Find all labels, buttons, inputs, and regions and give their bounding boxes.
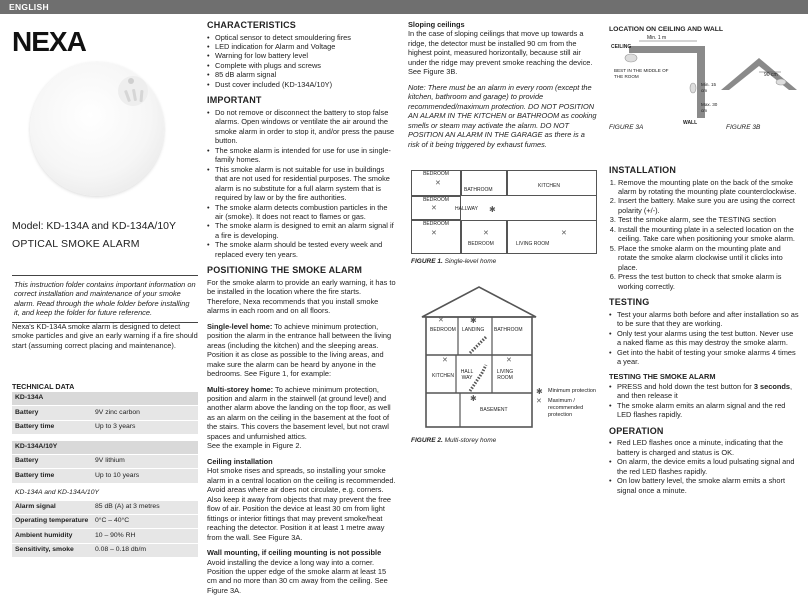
single-level-label: Single-level home: xyxy=(207,321,273,331)
note-text: Note: There must be an alarm in every room (except the kitchen, bathroom and garage) to provide recommended/maximum protection. DO NOT POSITION AN ALARM IN THE KITCHEN or BATHROOM as cooking smells or steam may activate the alarm. DO NOT POSITION AN ALARM IN THE GARAGE as there is a risk of it being triggered by exhaust fumes. xyxy=(408,82,597,149)
list-item: • On low battery level, the smoke alarm emits a short signal once a minute. xyxy=(609,476,799,495)
group1-name: KD-134A xyxy=(12,392,198,406)
testing-list xyxy=(609,310,799,367)
ceiling-title: Ceiling installation xyxy=(207,456,273,466)
max-protection-icon: ✕ xyxy=(506,357,512,364)
td-key: Battery xyxy=(12,455,92,469)
room-label: HALLWAY xyxy=(455,206,478,212)
caption-text: Single-level home xyxy=(444,258,497,265)
list-item: 6. Press the test button to check that smoke alarm is working correctly. xyxy=(618,272,799,291)
figure-3-diagram xyxy=(609,36,799,126)
list-item xyxy=(609,382,799,401)
td-key: Battery time xyxy=(12,420,92,434)
td-key: Alarm signal xyxy=(12,500,92,514)
sloping-text: In the case of sloping ceilings that move up towards a ridge, the detector must be installed 90 cm from the highest point, measured horizontally, because still air under the ridge may prevent smoke reaching the device. See Figure 3B. xyxy=(408,29,593,77)
item-bold: 3 seconds xyxy=(753,381,790,391)
installation-steps xyxy=(609,178,799,292)
single-level-text: To achieve minimum protection, position the alarm in the entrance hall between the living areas (including the kitchen) and the sleeping areas. Position it as close as possible to the living areas, and make sure the alarm can be heard by anyone in the bedrooms. See Figure 1, for example: xyxy=(207,321,392,379)
testing-title: TESTING xyxy=(609,297,650,308)
intro-text: Nexa's KD-134A smoke alarm is designed to detect smoke particles and give an early warning if a fire should start (assuming correct placing and maintenance). xyxy=(12,322,198,350)
multi-storey-label: Multi-storey home: xyxy=(207,384,274,394)
td-value: 0.08 – 0.18 db/m xyxy=(92,543,198,557)
technical-data-title: TECHNICAL DATA xyxy=(12,382,75,391)
important-list xyxy=(207,108,397,260)
min-protection-icon: ✱ xyxy=(470,394,477,403)
legend-min-label: Minimum protection xyxy=(548,388,596,394)
testing-alarm-list xyxy=(609,382,799,420)
figure-3b-caption: FIGURE 3B xyxy=(726,124,761,131)
figure-2-legend xyxy=(536,388,606,419)
led-icon xyxy=(128,78,134,84)
multi-storey-text: To achieve minimum protection, position and alarm in the stairwell (at ground level) and another alarm above the landing on the top floor, as well as an alarm on the ceiling in the basement at the foot of the stairs. This covers the basement level, but not crawl spaces and unfurnished attics. xyxy=(207,384,391,441)
min-protection-icon: ✱ xyxy=(470,316,477,325)
list-item: 4. Install the mounting plate in a selected location on the ceiling. Take care when positioning your smoke alarm. xyxy=(618,225,799,244)
room-label: KITCHEN xyxy=(538,183,560,189)
max-protection-icon: ✕ xyxy=(536,398,542,406)
list-item: 5. Place the smoke alarm on the mounting plate and rotate the smoke alarm clockwise until it clicks into place. xyxy=(618,244,799,272)
list-item: • LED indication for Alarm and Voltage xyxy=(207,42,397,51)
room-label: LIVING ROOM xyxy=(496,369,514,382)
max-protection-icon: ✕ xyxy=(431,205,437,212)
td-value: 9V zinc carbon xyxy=(92,406,198,420)
figure-2-caption xyxy=(411,437,496,445)
list-item: • Do not remove or disconnect the battery to stop false alarms. Open windows or ventilate the air around the smoke alarm in order to stop it, and/or press the pause button. xyxy=(207,108,397,146)
room xyxy=(461,170,507,196)
list-item: • Dust cover included (KD-134A/10Y) xyxy=(207,80,397,89)
room xyxy=(507,170,597,196)
td-value: 9V lithium xyxy=(92,455,198,469)
room xyxy=(461,220,507,254)
product-name: OPTICAL SMOKE ALARM xyxy=(12,238,140,250)
list-item: • Optical sensor to detect smouldering fires xyxy=(207,33,397,42)
room-label: BEDROOM xyxy=(430,327,456,333)
column-2 xyxy=(207,20,397,601)
list-item: • The smoke alarm detects combustion particles in the air (smoke). It does not react to flames or gas. xyxy=(207,203,397,222)
max-protection-icon: ✕ xyxy=(442,357,448,364)
language-label: ENGLISH xyxy=(9,2,49,12)
max-protection-icon: ✕ xyxy=(483,230,489,237)
wall-text: Avoid installing the device a long way into a corner. Position the upper edge of the smoke alarm at least 15 cm and no more than 30 cm away from the ceiling. See Figure 3A. xyxy=(207,557,388,595)
characteristics-list xyxy=(207,33,397,90)
characteristics-title: CHARACTERISTICS xyxy=(207,20,297,30)
model-number: Model: KD-134A and KD-134A/10Y xyxy=(12,220,177,232)
list-item: • Only test your alarms using the test button. Never use a naked flame as this may destroy the smoke alarm. xyxy=(609,329,799,348)
group2-name: KD-134A/10Y xyxy=(12,440,198,454)
min-protection-icon: ✱ xyxy=(536,387,543,396)
list-item: 1. Remove the mounting plate on the back of the smoke alarm by rotating the mounting plate counterclockwise. xyxy=(618,178,799,197)
90cm-label: 90 cm xyxy=(764,72,778,78)
figure-3-title: LOCATION ON CEILING AND WALL xyxy=(609,26,724,33)
td-key: Battery xyxy=(12,406,92,420)
ceiling-label: CEILING xyxy=(611,44,632,50)
room-label: BEDROOM xyxy=(423,221,449,227)
installation-title: INSTALLATION xyxy=(609,165,677,175)
td-value: 85 dB (A) at 3 metres xyxy=(92,500,198,514)
important-title: IMPORTANT xyxy=(207,95,262,106)
min-1m-label: Min. 1 m xyxy=(647,35,667,41)
max-protection-icon: ✕ xyxy=(431,230,437,237)
room-label: KITCHEN xyxy=(432,373,454,379)
ceiling-text: Hot smoke rises and spreads, so installing your smoke alarm in a central location on the ceiling is recommended. Avoid areas where air does not circulate, e.g. corners. Also keep it away from objects that may prevent the free flow of air. Position the device at least 30 cm from light fittings or interior fittings that may prevent smoke/heat reaching the detector. Position it at least 1 metre away from the wall. See Figure 3A. xyxy=(207,466,396,542)
td-value: 0°C – 40°C xyxy=(92,514,198,528)
house-outline-icon xyxy=(420,285,538,430)
wall-title: Wall mounting, if ceiling mounting is not possible xyxy=(207,548,382,558)
legend-max-label: Maximum / recommended protection xyxy=(548,398,584,419)
td-value: Up to 10 years xyxy=(92,469,198,483)
positioning-intro: For the smoke alarm to provide an early warning, it has to be installed in the location where the fire starts. Therefore, Nexa recommends that you install smoke alarms in each room and on all floors. xyxy=(207,277,396,316)
td-value: Up to 3 years xyxy=(92,420,198,434)
nexa-logo: NEXA xyxy=(12,26,86,57)
language-bar xyxy=(0,0,808,14)
room-label: BEDROOM xyxy=(468,241,494,247)
room-label: BEDROOM xyxy=(423,171,449,177)
td-key: Ambient humidity xyxy=(12,529,92,543)
list-item: • This smoke alarm is not suitable for use in buildings that are not used for residential purposes. The smoke alarm is no substitute for a full alarm system that is required by law or by the fire authorities. xyxy=(207,165,397,203)
figure-3a-caption: FIGURE 3A xyxy=(609,124,644,131)
list-item: • Warning for low battery level xyxy=(207,51,397,60)
list-item: 3. Test the smoke alarm, see the TESTING section xyxy=(618,215,799,224)
room-label: LANDING xyxy=(462,327,485,333)
operation-title: OPERATION xyxy=(609,425,664,436)
room-label: BATHROOM xyxy=(494,327,523,333)
list-item: • Test your alarms both before and after installation so as to be sure that they are working. xyxy=(609,310,799,329)
best-position-label: BEST IN THE MIDDLE OF THE ROOM xyxy=(614,68,669,79)
sloping-title: Sloping ceilings xyxy=(408,20,465,29)
common-name: KD-134A and KD-134A/10Y xyxy=(12,483,198,500)
list-item: • The smoke alarm emits an alarm signal and the red LED flashes rapidly. xyxy=(609,401,799,420)
td-value: 10 – 90% RH xyxy=(92,529,198,543)
max-protection-icon: ✕ xyxy=(435,180,441,187)
room-label: BEDROOM xyxy=(423,197,449,203)
list-item: 2. Insert the battery. Make sure you are using the correct polarity (+/-). xyxy=(618,196,799,215)
room-label: BATHROOM xyxy=(464,187,493,193)
max-protection-icon: ✕ xyxy=(561,230,567,237)
list-item: • On alarm, the device emits a loud pulsating signal and the red LED flashes rapidly. xyxy=(609,457,799,476)
td-key: Battery time xyxy=(12,469,92,483)
room-label: HALL WAY xyxy=(460,369,474,382)
testing-alarm-title: TESTING THE SMOKE ALARM xyxy=(609,372,716,382)
multi-storey-paragraph xyxy=(207,385,397,451)
max-protection-icon: ✕ xyxy=(438,317,444,324)
figure-1-caption xyxy=(411,258,496,266)
figure-2-house xyxy=(420,285,538,430)
list-item: • Red LED flashes once a minute, indicating that the battery is charged and status is OK. xyxy=(609,438,799,457)
caption-number: FIGURE 1. xyxy=(411,258,443,265)
room-label: BASEMENT xyxy=(480,407,508,413)
room xyxy=(411,220,461,254)
figure-1-floorplan xyxy=(411,170,597,254)
item-text: , and then release it xyxy=(617,381,793,401)
list-item: • The smoke alarm should be tested every week and replaced every ten years. xyxy=(207,240,397,259)
td-key: Sensitivity, smoke xyxy=(12,543,92,557)
caption-text: Multi-storey home xyxy=(444,437,497,444)
column-3 xyxy=(408,20,598,155)
min-protection-icon: ✱ xyxy=(489,205,496,214)
room xyxy=(507,220,597,254)
max-30cm-label: Max. 30 cm xyxy=(701,102,718,113)
min-15cm-label: Min. 15 cm xyxy=(701,82,717,93)
list-item: • Complete with plugs and screws xyxy=(207,61,397,70)
list-item: • Get into the habit of testing your smoke alarms 4 times a year. xyxy=(609,348,799,367)
room-label: LIVING ROOM xyxy=(516,241,550,247)
list-item: • The smoke alarm is designed to emit an alarm signal if a fire is developing. xyxy=(207,221,397,240)
list-item: • The smoke alarm is intended for use for use in single-family homes. xyxy=(207,146,397,165)
technical-data-table xyxy=(12,392,198,558)
operation-list xyxy=(609,438,799,495)
column-4 xyxy=(609,165,799,495)
td-key: Operating temperature xyxy=(12,514,92,528)
wall-label: WALL xyxy=(683,120,698,126)
info-box: This instruction folder contains important information on correct installation and maintenance of your smoke alarm. Read through the whole folder before installing it, and keep the folder for future reference. xyxy=(12,275,198,323)
multi-storey-see: See the example in Figure 2. xyxy=(207,441,302,451)
single-level-paragraph xyxy=(207,322,397,379)
list-item: • 85 dB alarm signal xyxy=(207,70,397,79)
positioning-title: POSITIONING THE SMOKE ALARM xyxy=(207,265,363,276)
item-text: PRESS and hold down the test button for xyxy=(617,381,754,391)
smoke-detector-image xyxy=(30,62,164,196)
caption-number: FIGURE 2. xyxy=(411,437,443,444)
